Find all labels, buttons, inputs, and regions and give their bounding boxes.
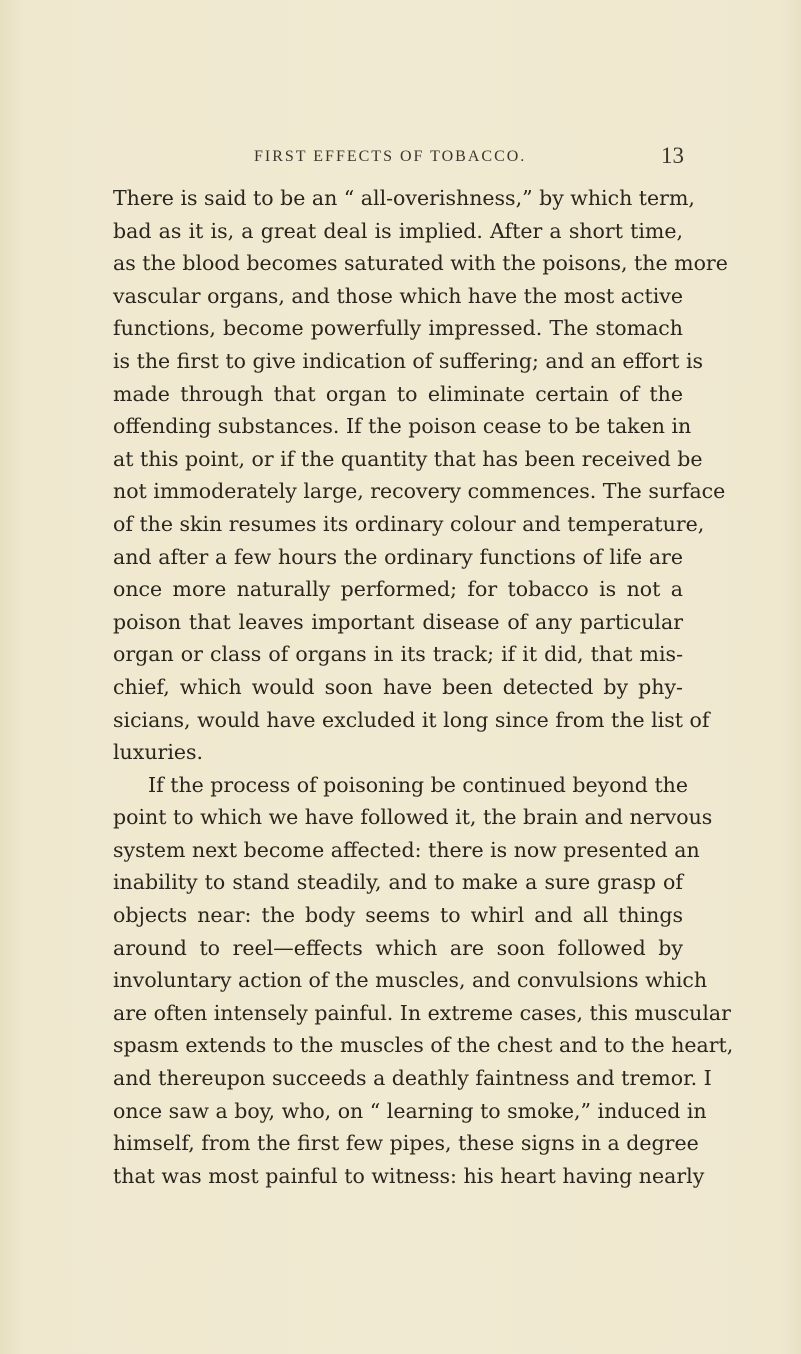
text-line: once more naturally performed; for tobacco is not a — [113, 577, 683, 602]
text-line: vascular organs, and those which have the most active — [113, 283, 683, 308]
text-line: objects near: the body seems to whirl and all things — [113, 903, 683, 928]
text-line: involuntary action of the muscles, and convulsions which — [113, 968, 708, 993]
text-line: functions, become powerfully impressed. The stomach — [113, 316, 683, 341]
text-line: spasm extends to the muscles of the chest and to the heart, — [113, 1033, 734, 1058]
text-line: There is said to be an “ all-overishness,” by which term, — [113, 186, 695, 210]
text-line: If the process of poisoning be continued beyond the — [148, 772, 689, 797]
text-line: inability to stand steadily, and to make a sure grasp of — [113, 870, 683, 895]
text-line: poison that leaves important disease of any particular — [113, 609, 683, 634]
text-line: sicians, would have excluded it long since from the list of — [113, 707, 710, 732]
text-line: not immoderately large, recovery commences. The surface — [113, 479, 726, 504]
body-text — [113, 182, 734, 1192]
text-line: offending substances. If the poison cease to be taken in — [113, 414, 692, 439]
text-line: made through that organ to eliminate certain of the — [113, 381, 683, 406]
text-line: system next become affected: there is now presented an — [113, 837, 700, 862]
text-line: and thereupon succeeds a deathly faintness and tremor. I — [113, 1066, 712, 1091]
text-line: around to reel—effects which are soon followed by — [113, 935, 683, 960]
text-line: at this point, or if the quantity that has been received be — [113, 446, 703, 471]
text-line: luxuries. — [113, 740, 204, 765]
text-line: bad as it is, a great deal is implied. After a short time, — [113, 218, 683, 243]
text-line: once saw a boy, who, on “ learning to smoke,” induced in — [113, 1098, 707, 1123]
text-line: point to which we have followed it, the brain and nervous — [113, 805, 713, 830]
page-header — [0, 143, 801, 178]
text-line: as the blood becomes saturated with the poisons, the more — [113, 251, 728, 276]
text-line: is the first to give indication of suffering; and an effort is — [113, 348, 704, 373]
text-line: chief, which would soon have been detected by phy- — [113, 674, 683, 699]
text-line: and after a few hours the ordinary functions of life are — [113, 544, 683, 569]
page-number: 13 — [661, 143, 684, 168]
text-line: of the skin resumes its ordinary colour and temperature, — [113, 511, 705, 536]
text-line: are often intensely painful. In extreme cases, this muscular — [113, 1000, 731, 1025]
text-line: that was most painful to witness: his heart having nearly — [113, 1163, 705, 1188]
text-line: organ or class of organs in its track; if it did, that mis- — [113, 642, 683, 667]
text-line: himself, from the first few pipes, these signs in a degree — [113, 1131, 699, 1156]
running-title: FIRST EFFECTS OF TOBACCO. — [254, 148, 527, 165]
